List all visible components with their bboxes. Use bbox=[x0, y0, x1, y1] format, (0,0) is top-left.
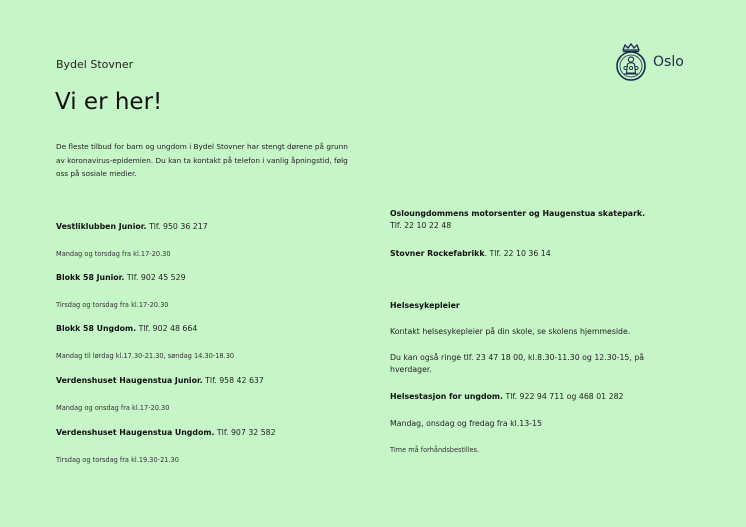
helsestasjon-hours: Mandag, onsdag og fredag fra kl.13-15 bbox=[390, 419, 542, 428]
helsestasjon-note: Time må forhåndsbestilles. bbox=[390, 446, 480, 454]
venue-entry bbox=[56, 427, 366, 439]
venue-phone: Tlf. 902 45 529 bbox=[124, 273, 186, 282]
venue-phone: Tlf. 902 48 664 bbox=[136, 324, 198, 333]
page-title: Vi er her! bbox=[55, 89, 163, 115]
venue-hours: Tirsdag og torsdag fra kl.19.30-21.30 bbox=[56, 456, 179, 464]
venue-entry bbox=[56, 323, 366, 335]
venue-name: Vestliklubben Junior. bbox=[56, 222, 147, 231]
venue-phone: Tlf. 950 36 217 bbox=[146, 222, 208, 231]
venue-entry bbox=[56, 375, 366, 387]
motorsenter-name: Osloungdommens motorsenter og Haugenstua skatepark. bbox=[390, 209, 646, 218]
helse-heading bbox=[390, 300, 690, 312]
venue-phone: Tlf. 907 32 582 bbox=[214, 428, 276, 437]
oslo-seal-icon bbox=[614, 42, 648, 82]
venue-entry bbox=[56, 272, 366, 284]
helsestasjon-phone: Tlf. 922 94 711 og 468 01 282 bbox=[503, 392, 624, 401]
helsestasjon-name: Helsestasjon for ungdom. bbox=[390, 392, 503, 401]
venue-phone: Tlf. 958 42 637 bbox=[202, 376, 264, 385]
helse-heading-text: Helsesykepleier bbox=[390, 301, 460, 310]
venue-entry bbox=[56, 221, 366, 233]
rockefabrikk-phone: . Tlf. 22 10 36 14 bbox=[484, 249, 551, 258]
helse-contact: Kontakt helsesykepleier på din skole, se skolens hjemmeside. bbox=[390, 327, 631, 336]
venue-hours: Mandag og torsdag fra kl.17-20.30 bbox=[56, 250, 171, 258]
oslo-logo bbox=[614, 42, 684, 82]
venue-name: Blokk 58 Ungdom. bbox=[56, 324, 137, 333]
motorsenter-entry bbox=[390, 208, 690, 232]
venue-name: Verdenshuset Haugenstua Junior. bbox=[56, 376, 203, 385]
rockefabrikk-entry bbox=[390, 248, 690, 260]
motorsenter-phone: Tlf. 22 10 22 48 bbox=[390, 221, 452, 230]
venue-hours: Tirsdag og torsdag fra kl.17-20.30 bbox=[56, 301, 169, 309]
helse-phone: Du kan også ringe tlf. 23 47 18 00, kl.8.30-11.30 og 12.30-15, på hverdager. bbox=[390, 353, 645, 374]
venue-hours: Mandag og onsdag fra kl.17-20.30 bbox=[56, 404, 170, 412]
rockefabrikk-name: Stovner Rockefabrikk bbox=[390, 249, 485, 258]
logo-text: Oslo bbox=[653, 54, 684, 70]
venue-name: Blokk 58 Junior. bbox=[56, 273, 125, 282]
venue-hours: Mandag til lørdag kl.17.30-21.30, søndag 14.30-18.30 bbox=[56, 352, 235, 360]
venue-name: Verdenshuset Haugenstua Ungdom. bbox=[56, 428, 215, 437]
district-name: Bydel Stovner bbox=[56, 58, 134, 71]
helsestasjon-entry bbox=[390, 391, 690, 403]
intro-paragraph: De fleste tilbud for barn og ungdom i Bydel Stovner har stengt dørene på grunn av koronavirus-epidemien. Du kan ta kontakt på telefon i vanlig åpningstid, følg oss på sosiale medier. bbox=[56, 142, 348, 178]
